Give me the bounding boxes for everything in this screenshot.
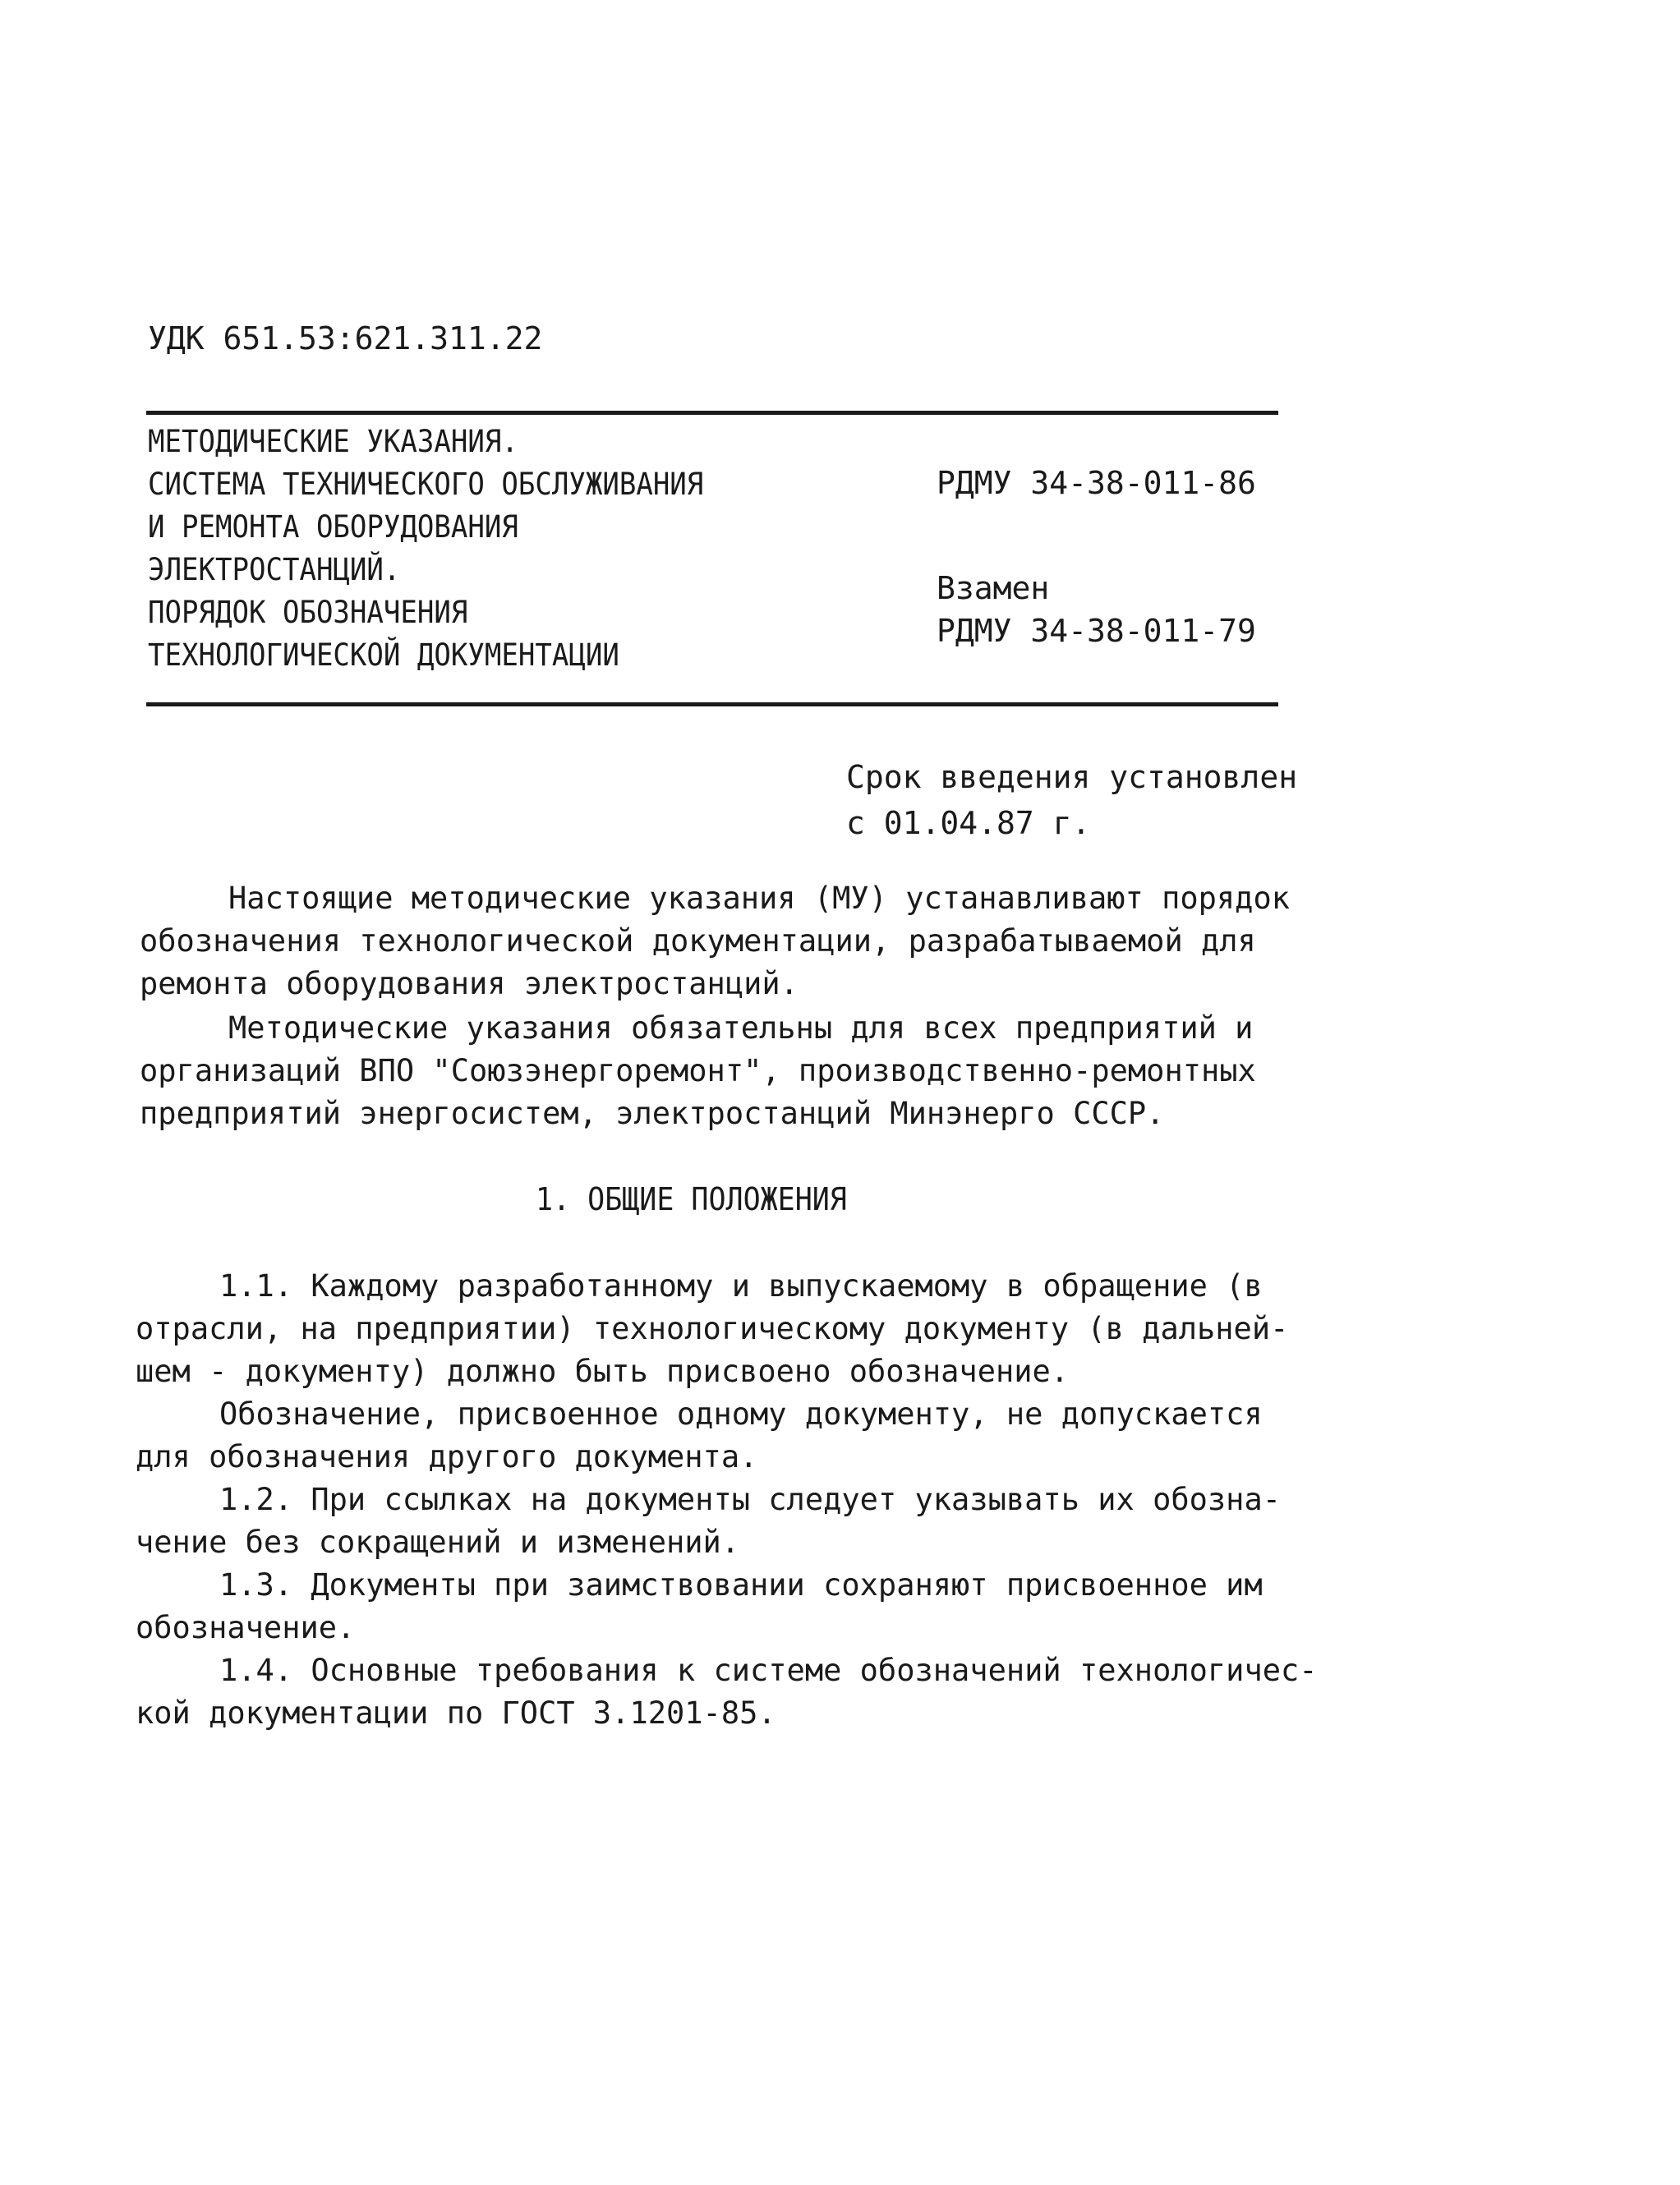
paragraph-line: чение без сокращений и изменений. <box>136 1525 740 1560</box>
paragraph-line: 1.3. Документы при заимствовании сохраняют присвоенное им <box>219 1567 1263 1603</box>
replaces-code: РДМУ 34-38-011-79 <box>937 613 1256 649</box>
clause-1-1 <box>136 1265 1288 1393</box>
paragraph-line: для обозначения другого документа. <box>136 1439 758 1474</box>
title-bottom-rule <box>146 702 1278 706</box>
intro-paragraph-1 <box>140 877 1290 1005</box>
paragraph-line: шем - документу) должно быть присвоено обозначение. <box>136 1354 1070 1389</box>
paragraph-line: Обозначение, присвоенное одному документу, не допускается <box>219 1396 1263 1432</box>
clause-1-3 <box>136 1564 1263 1649</box>
paragraph-line: 1.2. При ссылках на документы следует указывать их обозна- <box>219 1482 1282 1517</box>
paragraph-line: обозначения технологической документации, разрабатываемой для <box>140 923 1256 959</box>
clause-1-1-continuation <box>136 1393 1263 1479</box>
title-top-rule <box>146 411 1278 415</box>
clause-1-4 <box>136 1649 1318 1735</box>
document-title <box>148 421 703 677</box>
paragraph-line: 1.1. Каждому разработанному и выпускаемому в обращение (в <box>219 1268 1263 1304</box>
title-line: ПОРЯДОК ОБОЗНАЧЕНИЯ <box>148 595 468 630</box>
paragraph-line: отрасли, на предприятии) технологическому документу (в дальней- <box>136 1311 1289 1346</box>
paragraph-line: Настоящие методические указания (МУ) устанавливают порядок <box>228 881 1291 916</box>
title-line: ЭЛЕКТРОСТАНЦИЙ. <box>148 552 401 587</box>
paragraph-line: предприятий энергосистем, электростанций Минэнерго СССР. <box>140 1096 1165 1131</box>
title-line: ТЕХНОЛОГИЧЕСКОЙ ДОКУМЕНТАЦИИ <box>148 637 619 673</box>
title-line: СИСТЕМА ТЕХНИЧЕСКОГО ОБСЛУЖИВАНИЯ <box>148 467 704 502</box>
title-line: И РЕМОНТА ОБОРУДОВАНИЯ <box>148 509 518 545</box>
replaces-label: Взамен <box>937 570 1050 606</box>
effective-date <box>846 754 1297 846</box>
paragraph-line: 1.4. Основные требования к системе обозначений технологичес- <box>219 1653 1318 1688</box>
paragraph-line: Методические указания обязательны для всех предприятий и <box>228 1010 1254 1046</box>
replaces-block <box>937 567 1256 652</box>
title-line: МЕТОДИЧЕСКИЕ УКАЗАНИЯ. <box>148 424 518 459</box>
clause-1-2 <box>136 1479 1281 1564</box>
effective-date-line: Срок введения установлен <box>846 759 1298 795</box>
effective-date-line: с 01.04.87 г. <box>846 805 1091 841</box>
intro-paragraph-2 <box>140 1007 1256 1135</box>
paragraph-line: ремонта оборудования электростанций. <box>140 966 799 1001</box>
udk-code: УДК 651.53:621.311.22 <box>148 320 543 356</box>
document-code: РДМУ 34-38-011-86 <box>937 465 1256 501</box>
paragraph-line: обозначение. <box>136 1610 356 1645</box>
paragraph-line: кой документации по ГОСТ 3.1201-85. <box>136 1695 776 1731</box>
section-heading: 1. ОБЩИЕ ПОЛОЖЕНИЯ <box>536 1181 847 1217</box>
paragraph-line: организаций ВПО "Союзэнергоремонт", производственно-ремонтных <box>140 1053 1256 1088</box>
